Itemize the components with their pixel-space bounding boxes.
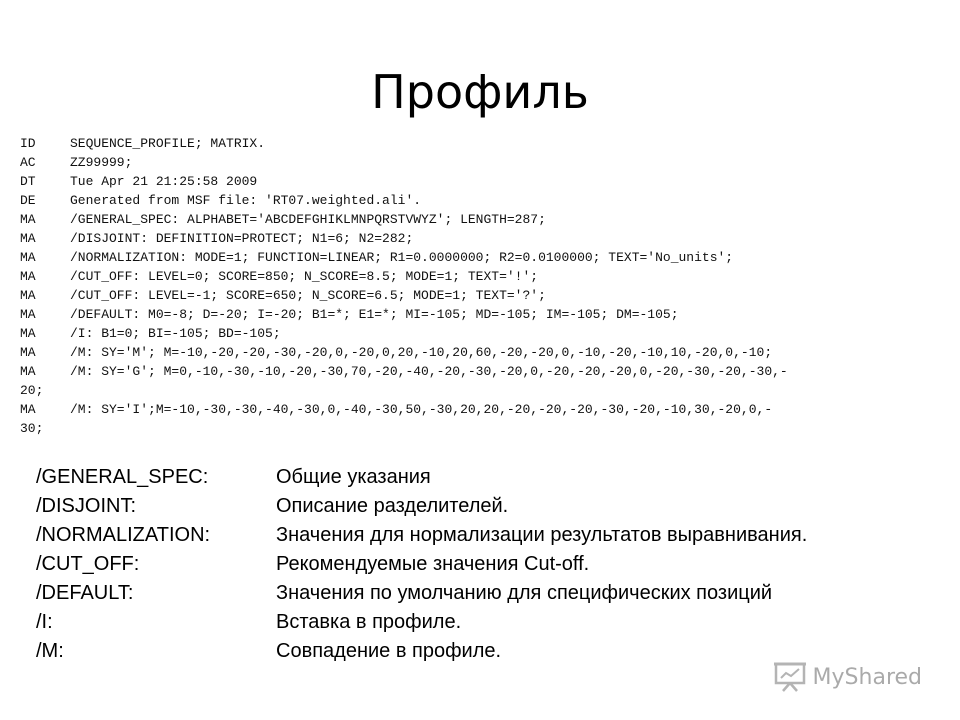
profile-line-tag: MA — [20, 307, 36, 322]
profile-line-tag: MA — [20, 212, 36, 227]
profile-line-text: /M: SY='I';M=-10,-30,-30,-40,-30,0,-40,-30,50,-30,20,20,-20,-20,-20,-30,-20,-10,30,-20,0,- — [70, 402, 773, 417]
profile-line-tag: MA — [20, 250, 36, 265]
profile-line — [20, 362, 958, 381]
legend-key: /M: — [36, 640, 64, 662]
profile-line — [20, 134, 958, 153]
profile-line-text: /NORMALIZATION: MODE=1; FUNCTION=LINEAR; R1=0.0000000; R2=0.0100000; TEXT='No_units'; — [70, 250, 734, 265]
legend-key: /NORMALIZATION: — [36, 524, 211, 546]
profile-line-text: /M: SY='G'; M=0,-10,-30,-10,-20,-30,70,-20,-40,-20,-30,-20,0,-20,-20,-20,0,-20,-30,-20,-30,- — [70, 364, 788, 379]
profile-line — [20, 191, 958, 210]
legend-item — [36, 550, 807, 579]
profile-line-text: /DEFAULT: M0=-8; D=-20; I=-20; B1=*; E1=*; MI=-105; MD=-105; IM=-105; DM=-105; — [70, 307, 679, 322]
legend-description: Рекомендуемые значения Cut-off. — [276, 553, 590, 575]
profile-line-tag: DE — [20, 193, 36, 208]
legend-key: /DEFAULT: — [36, 582, 134, 604]
profile-line — [20, 400, 958, 419]
legend-description: Описание разделителей. — [276, 495, 509, 517]
legend-key: /I: — [36, 611, 53, 633]
profile-line-text: /GENERAL_SPEC: ALPHABET='ABCDEFGHIKLMNPQRSTVWYZ'; LENGTH=287; — [70, 212, 546, 227]
presentation-board-icon — [773, 662, 807, 692]
profile-line-text: /I: B1=0; BI=-105; BD=-105; — [70, 326, 281, 341]
profile-line — [20, 343, 958, 362]
profile-line — [20, 248, 958, 267]
legend-item — [36, 637, 807, 666]
profile-line — [20, 324, 958, 343]
legend-item — [36, 608, 807, 637]
profile-line-tag: MA — [20, 288, 36, 303]
legend-description: Вставка в профиле. — [276, 611, 462, 633]
profile-line-tag: AC — [20, 155, 36, 170]
profile-line-tag: ID — [20, 136, 36, 151]
page-title: Профиль — [371, 65, 589, 119]
watermark-logo — [773, 662, 922, 692]
legend-key: /DISJOINT: — [36, 495, 137, 517]
profile-line — [20, 229, 958, 248]
legend-description: Общие указания — [276, 466, 431, 488]
legend-description: Значения для нормализации результатов выравнивания. — [276, 524, 808, 546]
profile-line — [20, 210, 958, 229]
profile-line-continuation: 30; — [20, 421, 44, 436]
profile-line-tag: MA — [20, 364, 36, 379]
profile-line-text: Tue Apr 21 21:25:58 2009 — [70, 174, 258, 189]
profile-line — [20, 286, 958, 305]
profile-line-text: /CUT_OFF: LEVEL=-1; SCORE=650; N_SCORE=6.5; MODE=1; TEXT='?'; — [70, 288, 546, 303]
profile-line-tag: DT — [20, 174, 36, 189]
profile-line — [20, 305, 958, 324]
legend-list — [36, 463, 807, 666]
profile-line-text: /DISJOINT: DEFINITION=PROTECT; N1=6; N2=282; — [70, 231, 414, 246]
legend-key: /GENERAL_SPEC: — [36, 466, 209, 488]
profile-line-text: /M: SY='M'; M=-10,-20,-20,-30,-20,0,-20,0,20,-10,20,60,-20,-20,0,-10,-20,-10,10,-20,0,-10; — [70, 345, 773, 360]
profile-line-tag: MA — [20, 326, 36, 341]
legend-item — [36, 463, 807, 492]
profile-line-text: Generated from MSF file: 'RT07.weighted.ali'. — [70, 193, 422, 208]
profile-line-text: SEQUENCE_PROFILE; MATRIX. — [70, 136, 266, 151]
watermark-text: MyShared — [812, 664, 922, 690]
profile-text-block — [20, 134, 958, 438]
legend-key: /CUT_OFF: — [36, 553, 140, 575]
legend-item — [36, 492, 807, 521]
profile-line — [20, 267, 958, 286]
legend-description: Совпадение в профиле. — [276, 640, 502, 662]
profile-line-text: ZZ99999; — [70, 155, 133, 170]
profile-line-tag: MA — [20, 345, 36, 360]
legend-item — [36, 521, 807, 550]
legend-description: Значения по умолчанию для специфических позиций — [276, 582, 773, 604]
profile-line-text: /CUT_OFF: LEVEL=0; SCORE=850; N_SCORE=8.5; MODE=1; TEXT='!'; — [70, 269, 539, 284]
profile-line — [20, 172, 958, 191]
profile-line-tag: MA — [20, 402, 36, 417]
profile-line — [20, 153, 958, 172]
profile-line-continuation: 20; — [20, 383, 44, 398]
profile-line-tag: MA — [20, 269, 36, 284]
profile-line-tag: MA — [20, 231, 36, 246]
legend-item — [36, 579, 807, 608]
